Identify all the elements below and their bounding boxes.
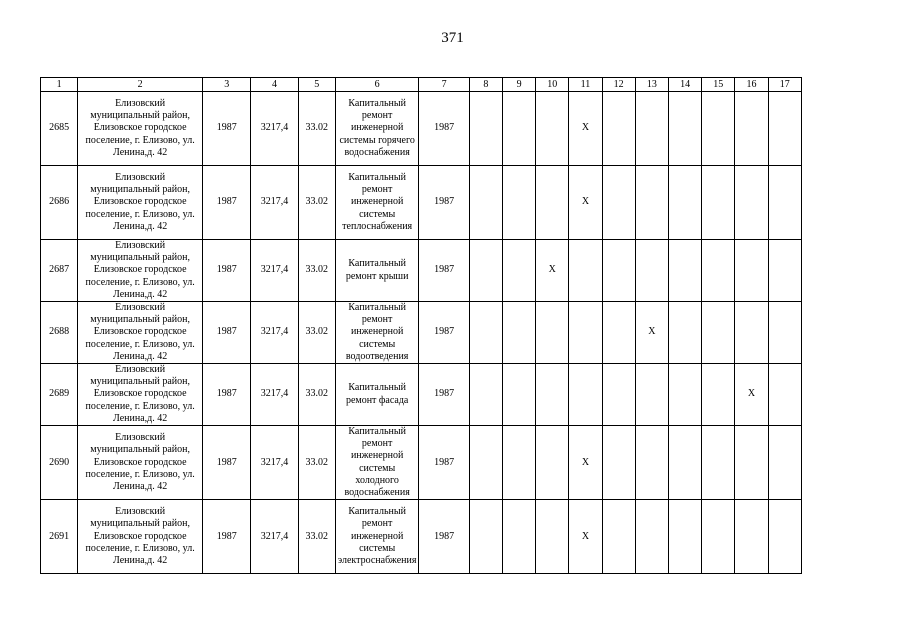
mark-x-cell: X — [569, 92, 602, 166]
work-type-cell: Капитальный ремонт инженерной системы теплоснабжения — [335, 166, 419, 240]
col-8-cell — [469, 92, 502, 166]
column-header-2: 2 — [78, 78, 203, 92]
unit-code-cell: 33.02 — [298, 92, 335, 166]
col-15-cell — [702, 426, 735, 500]
col-16-cell — [735, 302, 768, 364]
col-11-cell — [569, 240, 602, 302]
unit-code-cell: 33.02 — [298, 364, 335, 426]
year-cell: 1987 — [419, 240, 469, 302]
col-15-cell — [702, 302, 735, 364]
year-built-cell: 1987 — [203, 500, 251, 574]
col-15-cell — [702, 166, 735, 240]
table-row — [41, 240, 802, 302]
total-area-cell: 3217,4 — [251, 166, 298, 240]
address-cell: Елизовский муниципальный район, Елизовское городское поселение, г. Елизово, ул. Ленина,д. 42 — [78, 166, 203, 240]
page-number: 371 — [441, 30, 464, 46]
col-16-cell — [735, 426, 768, 500]
work-type-cell: Капитальный ремонт инженерной системы холодного водоснабжения — [335, 426, 419, 500]
row-number-cell: 2686 — [41, 166, 78, 240]
column-header-16: 16 — [735, 78, 768, 92]
col-9-cell — [502, 302, 535, 364]
column-header-13: 13 — [635, 78, 668, 92]
col-14-cell — [668, 500, 701, 574]
work-type-cell: Капитальный ремонт инженерной системы водоотведения — [335, 302, 419, 364]
column-header-15: 15 — [702, 78, 735, 92]
year-cell: 1987 — [419, 92, 469, 166]
mark-x-cell: X — [735, 364, 768, 426]
address-cell: Елизовский муниципальный район, Елизовское городское поселение, г. Елизово, ул. Ленина,д. 42 — [78, 500, 203, 574]
total-area-cell: 3217,4 — [251, 364, 298, 426]
unit-code-cell: 33.02 — [298, 240, 335, 302]
col-15-cell — [702, 92, 735, 166]
col-10-cell — [536, 166, 569, 240]
year-built-cell: 1987 — [203, 426, 251, 500]
address-cell: Елизовский муниципальный район, Елизовское городское поселение, г. Елизово, ул. Ленина,д. 42 — [78, 302, 203, 364]
col-12-cell — [602, 500, 635, 574]
table-row — [41, 92, 802, 166]
column-header-3: 3 — [203, 78, 251, 92]
col-13-cell — [635, 240, 668, 302]
column-header-8: 8 — [469, 78, 502, 92]
row-number-cell: 2685 — [41, 92, 78, 166]
col-13-cell — [635, 166, 668, 240]
table-row — [41, 364, 802, 426]
year-cell: 1987 — [419, 500, 469, 574]
col-15-cell — [702, 500, 735, 574]
row-number-cell: 2689 — [41, 364, 78, 426]
col-17-cell — [768, 302, 801, 364]
column-header-9: 9 — [502, 78, 535, 92]
col-15-cell — [702, 364, 735, 426]
col-13-cell — [635, 500, 668, 574]
table-body — [41, 92, 802, 574]
column-number-row — [41, 78, 802, 92]
total-area-cell: 3217,4 — [251, 240, 298, 302]
year-cell: 1987 — [419, 426, 469, 500]
column-header-17: 17 — [768, 78, 801, 92]
col-16-cell — [735, 500, 768, 574]
row-number-cell: 2688 — [41, 302, 78, 364]
col-17-cell — [768, 500, 801, 574]
col-16-cell — [735, 240, 768, 302]
mark-x-cell: X — [569, 166, 602, 240]
col-12-cell — [602, 364, 635, 426]
total-area-cell: 3217,4 — [251, 426, 298, 500]
col-8-cell — [469, 240, 502, 302]
row-number-cell: 2690 — [41, 426, 78, 500]
col-17-cell — [768, 166, 801, 240]
col-14-cell — [668, 92, 701, 166]
col-10-cell — [536, 302, 569, 364]
mark-x-cell: X — [569, 426, 602, 500]
column-header-4: 4 — [251, 78, 298, 92]
unit-code-cell: 33.02 — [298, 426, 335, 500]
col-10-cell — [536, 500, 569, 574]
col-9-cell — [502, 426, 535, 500]
col-17-cell — [768, 364, 801, 426]
col-10-cell — [536, 364, 569, 426]
col-10-cell — [536, 426, 569, 500]
total-area-cell: 3217,4 — [251, 500, 298, 574]
column-header-14: 14 — [668, 78, 701, 92]
column-header-11: 11 — [569, 78, 602, 92]
col-15-cell — [702, 240, 735, 302]
col-12-cell — [602, 240, 635, 302]
col-9-cell — [502, 166, 535, 240]
table-row — [41, 500, 802, 574]
col-8-cell — [469, 166, 502, 240]
unit-code-cell: 33.02 — [298, 500, 335, 574]
col-12-cell — [602, 426, 635, 500]
column-header-10: 10 — [536, 78, 569, 92]
mark-x-cell: X — [569, 500, 602, 574]
col-8-cell — [469, 426, 502, 500]
col-16-cell — [735, 166, 768, 240]
col-14-cell — [668, 166, 701, 240]
work-type-cell: Капитальный ремонт фасада — [335, 364, 419, 426]
column-header-7: 7 — [419, 78, 469, 92]
col-17-cell — [768, 92, 801, 166]
table-row — [41, 302, 802, 364]
col-11-cell — [569, 364, 602, 426]
total-area-cell: 3217,4 — [251, 92, 298, 166]
column-header-12: 12 — [602, 78, 635, 92]
col-13-cell — [635, 364, 668, 426]
col-9-cell — [502, 240, 535, 302]
address-cell: Елизовский муниципальный район, Елизовское городское поселение, г. Елизово, ул. Ленина,д. 42 — [78, 364, 203, 426]
mark-x-cell: X — [635, 302, 668, 364]
col-16-cell — [735, 92, 768, 166]
work-type-cell: Капитальный ремонт инженерной системы электроснабжения — [335, 500, 419, 574]
col-12-cell — [602, 92, 635, 166]
col-14-cell — [668, 240, 701, 302]
col-14-cell — [668, 302, 701, 364]
address-cell: Елизовский муниципальный район, Елизовское городское поселение, г. Елизово, ул. Ленина,д. 42 — [78, 426, 203, 500]
col-11-cell — [569, 302, 602, 364]
year-built-cell: 1987 — [203, 240, 251, 302]
address-cell: Елизовский муниципальный район, Елизовское городское поселение, г. Елизово, ул. Ленина,д. 42 — [78, 240, 203, 302]
table-row — [41, 426, 802, 500]
row-number-cell: 2687 — [41, 240, 78, 302]
year-cell: 1987 — [419, 166, 469, 240]
col-9-cell — [502, 500, 535, 574]
column-header-6: 6 — [335, 78, 419, 92]
col-8-cell — [469, 364, 502, 426]
col-13-cell — [635, 426, 668, 500]
repair-program-table — [40, 77, 802, 574]
col-14-cell — [668, 364, 701, 426]
work-type-cell: Капитальный ремонт крыши — [335, 240, 419, 302]
row-number-cell: 2691 — [41, 500, 78, 574]
unit-code-cell: 33.02 — [298, 166, 335, 240]
table-row — [41, 166, 802, 240]
col-17-cell — [768, 240, 801, 302]
address-cell: Елизовский муниципальный район, Елизовское городское поселение, г. Елизово, ул. Ленина,д. 42 — [78, 92, 203, 166]
col-13-cell — [635, 92, 668, 166]
year-built-cell: 1987 — [203, 302, 251, 364]
work-type-cell: Капитальный ремонт инженерной системы горячего водоснабжения — [335, 92, 419, 166]
col-9-cell — [502, 92, 535, 166]
col-8-cell — [469, 302, 502, 364]
mark-x-cell: X — [536, 240, 569, 302]
column-header-5: 5 — [298, 78, 335, 92]
unit-code-cell: 33.02 — [298, 302, 335, 364]
total-area-cell: 3217,4 — [251, 302, 298, 364]
col-8-cell — [469, 500, 502, 574]
year-cell: 1987 — [419, 364, 469, 426]
year-built-cell: 1987 — [203, 364, 251, 426]
year-cell: 1987 — [419, 302, 469, 364]
col-10-cell — [536, 92, 569, 166]
year-built-cell: 1987 — [203, 166, 251, 240]
col-9-cell — [502, 364, 535, 426]
year-built-cell: 1987 — [203, 92, 251, 166]
col-12-cell — [602, 166, 635, 240]
col-17-cell — [768, 426, 801, 500]
column-header-1: 1 — [41, 78, 78, 92]
col-12-cell — [602, 302, 635, 364]
col-14-cell — [668, 426, 701, 500]
